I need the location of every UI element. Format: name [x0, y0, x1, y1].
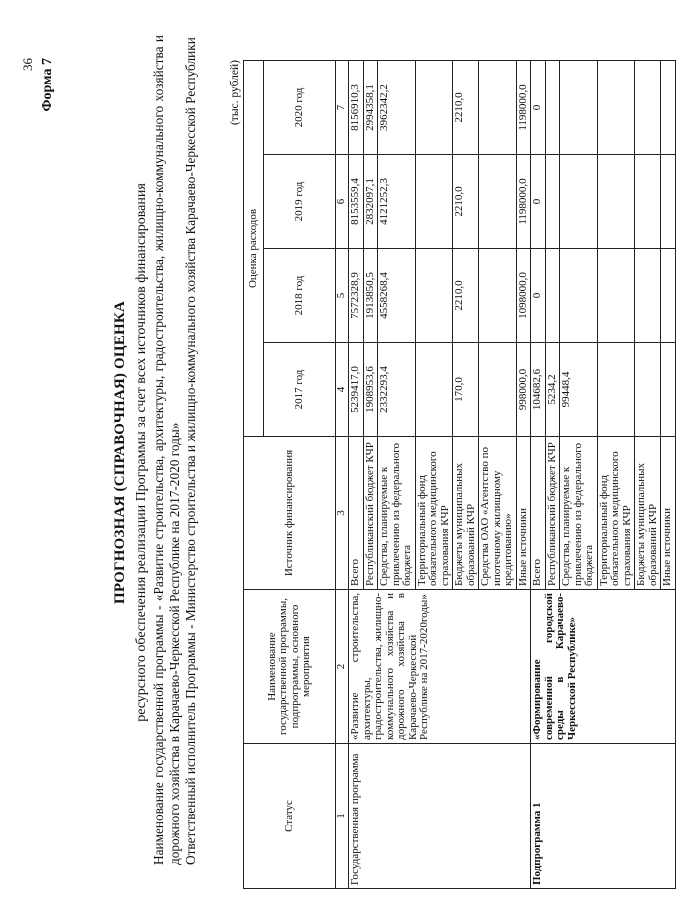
row-value: 1198000,0 — [516, 60, 531, 154]
row-value: 2332293,4 — [378, 343, 416, 437]
row-status: Государственная программа — [349, 744, 531, 889]
row-source: Всего — [349, 437, 364, 590]
row-source: Республиканский бюджет КЧР — [363, 437, 378, 590]
row-value: 0 — [531, 60, 546, 154]
document-title: ПРОГНОЗНАЯ (СПРАВОЧНАЯ) ОЦЕНКА — [112, 301, 128, 604]
row-value — [545, 60, 560, 154]
column-number: 4 — [336, 343, 349, 437]
row-value: 2994358,1 — [363, 60, 378, 154]
document-subtitle: ресурсного обеспечения реализации Программы за счет всех источников финансирования — [134, 183, 149, 722]
unit-label: (тыс. рублей) — [229, 60, 241, 126]
row-value — [545, 155, 560, 249]
row-value — [479, 249, 517, 343]
row-value — [597, 60, 635, 154]
row-source: Иные источники — [661, 437, 676, 590]
row-value — [635, 343, 661, 437]
table-row — [531, 60, 546, 888]
row-value: 4558268,4 — [378, 249, 416, 343]
header-estimate: Оценка расходов — [244, 60, 264, 436]
row-value: 998000,0 — [516, 343, 531, 437]
table-row — [349, 60, 364, 888]
row-value: 8153559,4 — [349, 155, 364, 249]
row-value — [661, 60, 676, 154]
row-value — [635, 60, 661, 154]
row-value — [560, 60, 598, 154]
row-value: 7572328,9 — [349, 249, 364, 343]
row-value — [479, 343, 517, 437]
row-source: Территориальный фонд обязательного медицинского страхования КЧР — [415, 437, 453, 590]
header-name: Наименование государственной программы, подпрограммы, основного мероприятия — [244, 590, 336, 744]
row-source: Средства ОАО «Агентство по ипотечному жилищному кредитованию» — [479, 437, 517, 590]
row-value: 1198000,0 — [516, 155, 531, 249]
header-source: Источник финансирования — [244, 437, 336, 590]
row-value — [560, 155, 598, 249]
header-status: Статус — [244, 744, 336, 889]
row-value: 5234,2 — [545, 343, 560, 437]
row-source: Средства, планируемые к привлечению из федерального бюджета — [560, 437, 598, 590]
row-value: 2210,0 — [453, 155, 479, 249]
row-value — [635, 249, 661, 343]
row-source: Иные источники — [516, 437, 531, 590]
row-value — [560, 249, 598, 343]
header-year: 2018 год — [264, 249, 336, 343]
row-value — [661, 249, 676, 343]
row-status: Подпрограмма 1 — [531, 744, 676, 889]
row-value — [415, 343, 453, 437]
row-value: 2832097,1 — [363, 155, 378, 249]
row-value — [661, 155, 676, 249]
row-value: 0 — [531, 155, 546, 249]
row-source: Бюджеты муниципальных образований КЧР — [635, 437, 661, 590]
column-number: 2 — [336, 590, 349, 744]
row-program-name: «Развитие строительства, архитектуры, градостроительства, жилищно-коммунального хозяйства и дорожного хозяйства в Карачаево-Черкесской Республике на 2017-2020годы» — [349, 590, 531, 744]
row-source: Территориальный фонд обязательного медицинского страхования КЧР — [597, 437, 635, 590]
row-value: 5239417,0 — [349, 343, 364, 437]
intro-block — [151, 35, 199, 865]
row-value: 3962342,2 — [378, 60, 416, 154]
header-year: 2019 год — [264, 155, 336, 249]
row-value — [635, 155, 661, 249]
table-body — [244, 60, 676, 888]
row-program-name: «Формирование современной городской среды в Карачаево-Черкесской Республике» — [531, 590, 676, 744]
row-source: Всего — [531, 437, 546, 590]
column-number: 6 — [336, 155, 349, 249]
row-value: 1098000,0 — [516, 249, 531, 343]
column-number-row — [336, 60, 349, 888]
program-name: Наименование государственной программы - «Развитие строительства, архитектуры, градостроительства, жилищно-коммунального хозяйства и дорожного хозяйства в Карачаево-Черкесской Республике на 2017-2020 годы» — [151, 35, 182, 865]
row-value: 2210,0 — [453, 249, 479, 343]
row-value — [415, 60, 453, 154]
row-value: 104682,6 — [531, 343, 546, 437]
row-value: 1913850,5 — [363, 249, 378, 343]
row-value — [415, 249, 453, 343]
row-value — [597, 155, 635, 249]
form-label: Форма 7 — [40, 58, 55, 112]
row-source: Республиканский бюджет КЧР — [545, 437, 560, 590]
row-value: 0 — [531, 249, 546, 343]
program-executor: Ответственный исполнитель Программы - Министерство строительства и жилищно-коммунального хозяйства Карачаево-Черкесской Республики — [183, 37, 198, 865]
row-value: 99448,4 — [560, 343, 598, 437]
row-source: Средства, планируемые к привлечению из федерального бюджета — [378, 437, 416, 590]
row-value — [661, 343, 676, 437]
row-value: 2210,0 — [453, 60, 479, 154]
financing-table — [243, 60, 676, 889]
row-value — [479, 60, 517, 154]
row-source: Бюджеты муниципальных образований КЧР — [453, 437, 479, 590]
header-year: 2020 год — [264, 60, 336, 154]
header-row — [244, 60, 264, 888]
row-value: 4121252,3 — [378, 155, 416, 249]
column-number: 1 — [336, 744, 349, 889]
page-number: 36 — [20, 58, 35, 71]
row-value — [545, 249, 560, 343]
row-value — [479, 155, 517, 249]
column-number: 3 — [336, 437, 349, 590]
row-value — [415, 155, 453, 249]
row-value: 1908953,6 — [363, 343, 378, 437]
row-value — [597, 249, 635, 343]
row-value: 170,0 — [453, 343, 479, 437]
row-value — [597, 343, 635, 437]
row-value: 8156910,3 — [349, 60, 364, 154]
header-year: 2017 год — [264, 343, 336, 437]
column-number: 7 — [336, 60, 349, 154]
column-number: 5 — [336, 249, 349, 343]
